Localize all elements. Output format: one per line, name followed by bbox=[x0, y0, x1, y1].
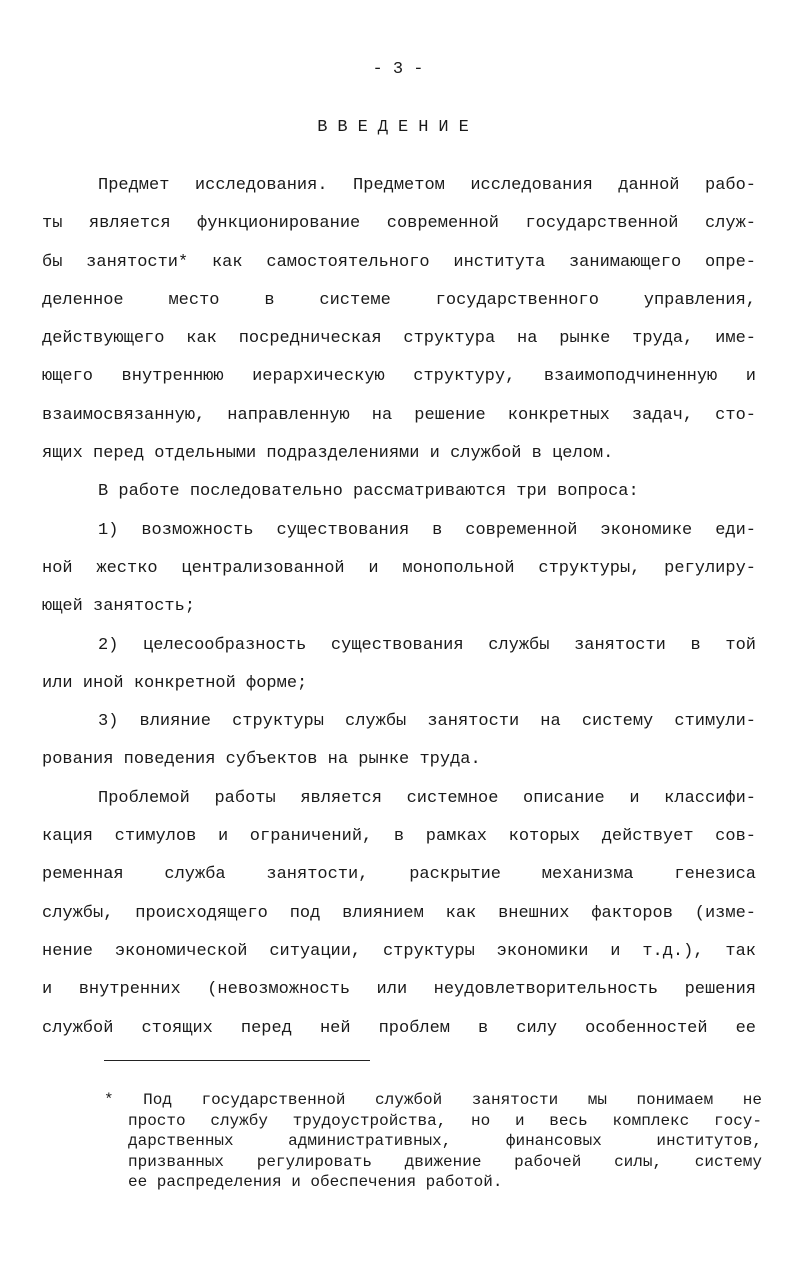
text-line: службы, происходящего под влиянием как внешних факторов (изме- bbox=[42, 903, 756, 923]
text-line: В работе последовательно рассматриваются три вопроса: bbox=[98, 482, 639, 502]
text-line: службой стоящих перед ней проблем в силу особенностей ее bbox=[42, 1018, 756, 1038]
footnote-marker: * bbox=[104, 1091, 114, 1109]
footnote-text: Под государственной службой занятости мы понимаем не bbox=[143, 1091, 762, 1109]
footnote-line bbox=[104, 1090, 762, 1111]
text-line: деленное место в системе государственного управления, bbox=[42, 290, 756, 310]
text-line: ющего внутреннюю иерархическую структуру, взаимоподчиненную и bbox=[42, 367, 756, 387]
footnote-line: дарственных административных, финансовых институтов, bbox=[128, 1132, 762, 1150]
footnote-line: просто службу трудоустройства, но и весь комплекс госу- bbox=[128, 1111, 762, 1130]
footnote-line: призванных регулировать движение рабочей силы, систему bbox=[128, 1152, 762, 1171]
text-line: ящих перед отдельными подразделениями и службой в целом. bbox=[42, 444, 614, 464]
text-line: нение экономической ситуации, структуры экономики и т.д.), так bbox=[42, 941, 756, 961]
text-line: ной жестко централизованной и монопольной структуры, регулиру- bbox=[42, 558, 756, 578]
section-title: ВВЕДЕНИЕ bbox=[317, 118, 479, 137]
text-line: и внутренних (невозможность или неудовлетворительность решения bbox=[42, 980, 756, 1000]
text-line: рования поведения субъектов на рынке труда. bbox=[42, 750, 481, 770]
page-number: - 3 - bbox=[372, 60, 424, 79]
footnote-separator bbox=[104, 1060, 370, 1061]
text-line: Проблемой работы является системное описание и классифи- bbox=[98, 788, 756, 808]
text-line: или иной конкретной форме; bbox=[42, 673, 308, 693]
footnote-line: ее распределения и обеспечения работой. bbox=[128, 1173, 503, 1191]
text-line: бы занятости* как самостоятельного института занимающего опре- bbox=[42, 252, 756, 272]
text-line: Предмет исследования. Предметом исследования данной рабо- bbox=[98, 176, 756, 195]
text-line: действующего как посредническая структура на рынке труда, име- bbox=[42, 329, 756, 349]
main-text bbox=[42, 172, 756, 1053]
text-line: ющей занятость; bbox=[42, 597, 196, 617]
text-line: 3) влияние структуры службы занятости на систему стимули- bbox=[98, 712, 756, 732]
text-line: взаимосвязанную, направленную на решение конкретных задач, сто- bbox=[42, 405, 756, 425]
text-line: 1) возможность существования в современной экономике еди- bbox=[98, 520, 756, 540]
footnote bbox=[104, 1090, 762, 1193]
text-line: 2) целесообразность существования службы занятости в той bbox=[98, 635, 756, 655]
text-line: ты является функционирование современной государственной служ- bbox=[42, 214, 756, 234]
text-line: ременная служба занятости, раскрытие механизма генезиса bbox=[42, 865, 756, 885]
text-line: кация стимулов и ограничений, в рамках которых действует сов- bbox=[42, 827, 756, 847]
